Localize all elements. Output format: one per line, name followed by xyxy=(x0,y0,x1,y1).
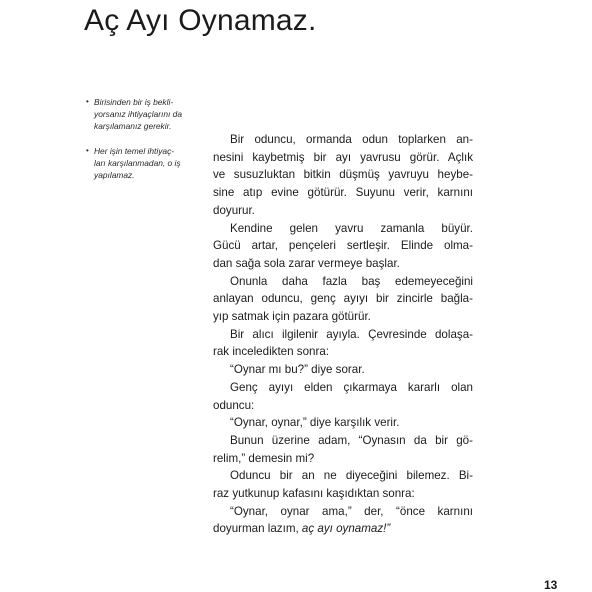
note-line: yorsanız ihtiyaçlarını da xyxy=(94,109,182,120)
text-line: Bir oduncu, ormanda odun toplarken an- xyxy=(230,133,473,146)
note-line: Birisinden bir iş bekli- xyxy=(94,97,174,107)
note-line: ları karşılanmadan, o iş xyxy=(94,157,181,168)
story-text xyxy=(213,131,473,538)
text-line: Bir alıcı ilgilenir ayıyla. Çevresinde dolaşa- xyxy=(230,327,473,341)
text-line xyxy=(213,520,473,538)
text-line: Onunla daha fazla baş edemeyeceğini xyxy=(230,274,473,288)
text-line: raz yutkunup kafasını kaşıdıktan sonra: xyxy=(213,487,415,501)
text-line: rak inceledikten sonra: xyxy=(213,345,329,359)
note-line: karşılamanız gerekir. xyxy=(94,121,172,132)
bullet-icon: • xyxy=(86,145,89,155)
text-line: yıp satmak için pazara götürür. xyxy=(213,310,371,324)
text-line: Bunun üzerine adam, “Oynasın da bir gö- xyxy=(230,433,473,447)
text-line: “Oynar, oynar ama,” der, “önce karnını xyxy=(230,504,473,518)
margin-note xyxy=(86,96,236,133)
text-line: “Oynar mı bu?” diye sorar. xyxy=(230,363,365,377)
text-line: relim,” demesin mi? xyxy=(213,451,315,465)
text-line: Genç ayıyı elden çıkarmaya kararlı olan xyxy=(230,380,473,394)
text-segment: doyurman lazım, xyxy=(213,522,302,536)
text-line: oduncu: xyxy=(213,398,255,412)
text-line: “Oynar, oynar,” diye karşılık verir. xyxy=(230,416,400,430)
text-line: dan sağa sola zarar vermeye başlar. xyxy=(213,256,400,270)
text-line: anlayan oduncu, genç ayıyı bir zincirle bağla- xyxy=(213,292,473,306)
note-line: Her işin temel ihtiyaç- xyxy=(94,145,175,156)
text-line: Kendine gelen yavru zamanla büyür. xyxy=(230,221,473,235)
bullet-icon: • xyxy=(86,97,89,106)
text-line: ve susuzluktan bitkin düşmüş yavruyu heybe- xyxy=(213,168,473,182)
page-number: 13 xyxy=(544,578,558,592)
text-line: doyurur. xyxy=(213,203,255,217)
note-line: yapılamaz. xyxy=(94,170,135,181)
text-line: sine atıp evine götürür. Suyunu verir, karnını xyxy=(213,186,473,200)
text-line: Oduncu bir an ne diyeceğini bilemez. Bi- xyxy=(230,469,473,483)
closing-phrase: aç ayı oynamaz!” xyxy=(301,522,391,536)
chapter-title: Aç Ayı Oynamaz. xyxy=(84,4,317,37)
text-line: nesini kaybetmiş bir ayı yavrusu görür. Açlık xyxy=(213,150,473,164)
text-line: Gücü artar, pençeleri sertleşir. Elinde olma- xyxy=(213,239,473,253)
